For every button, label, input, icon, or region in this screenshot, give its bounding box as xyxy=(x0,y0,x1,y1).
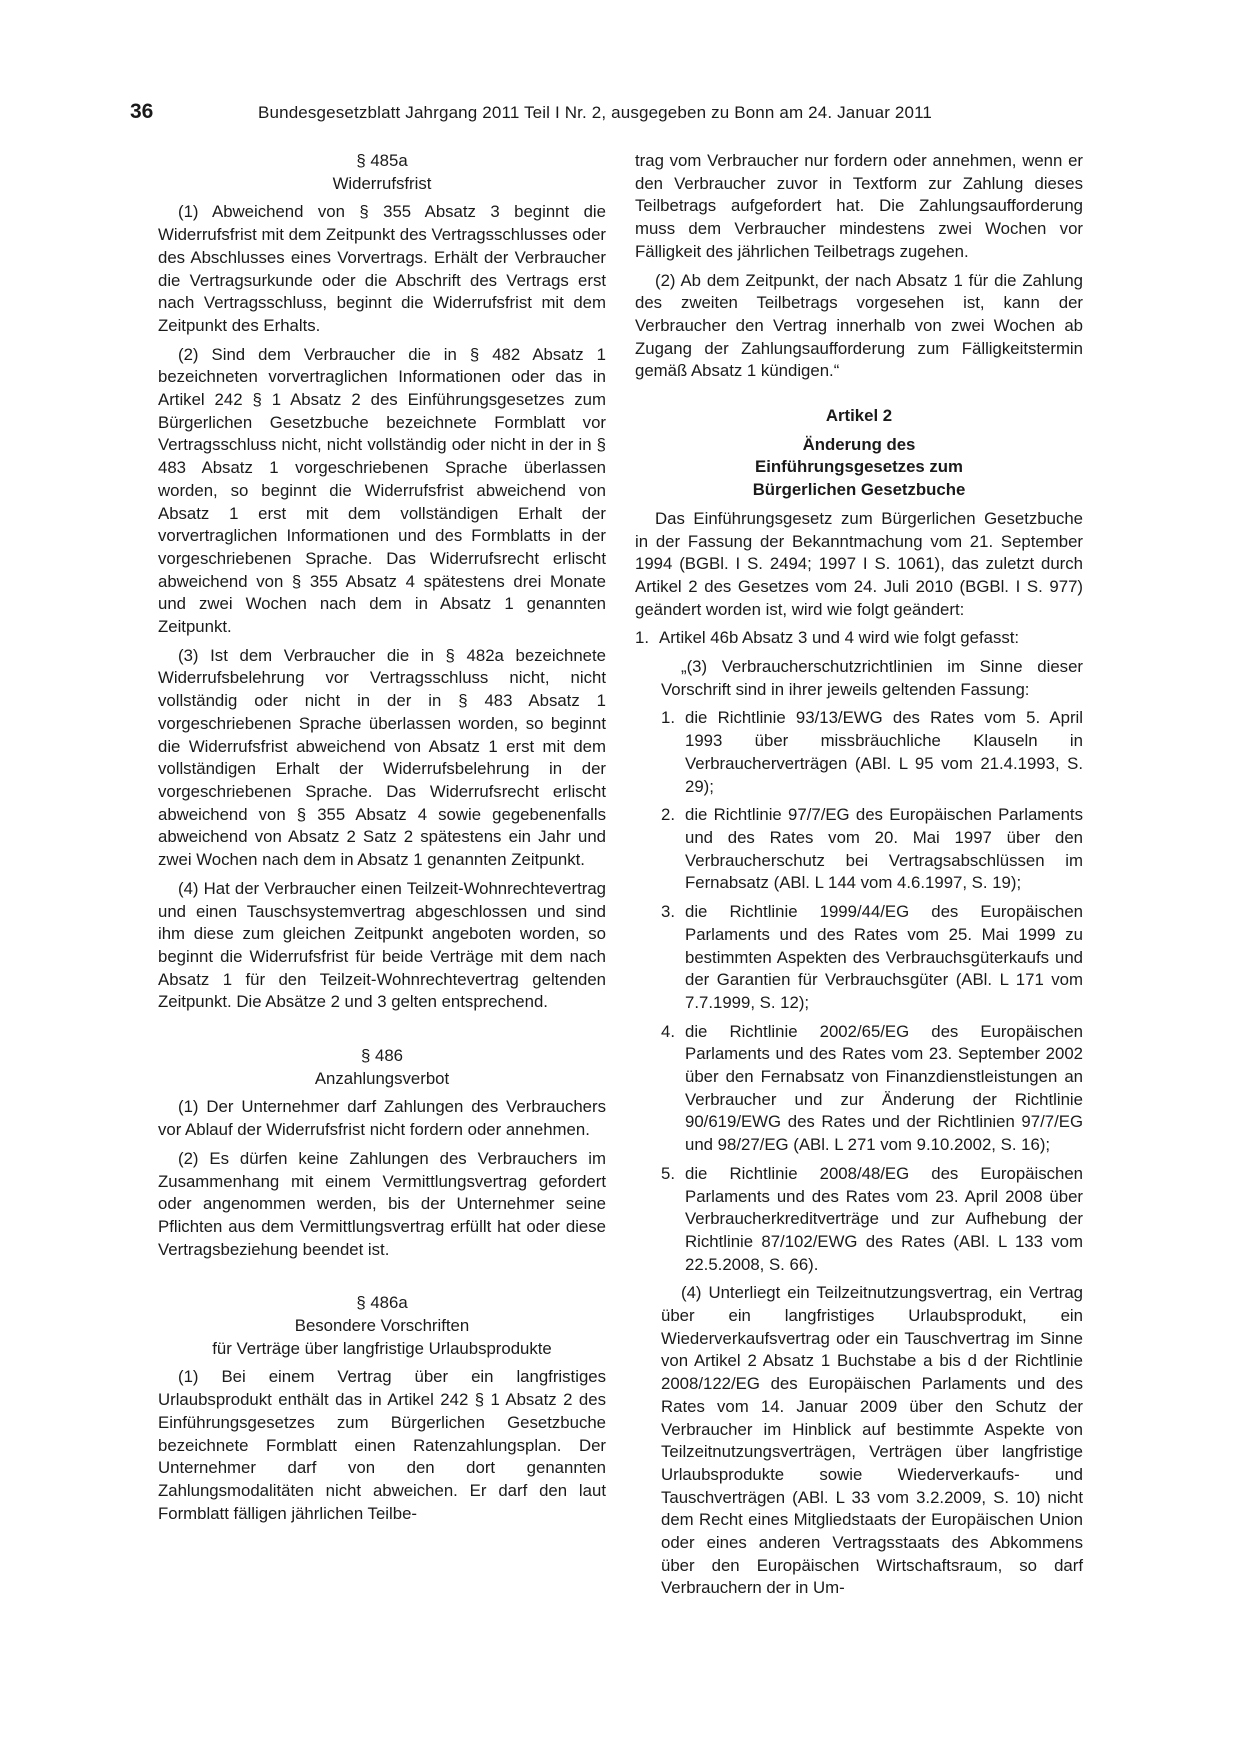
list-item-number: 5. xyxy=(661,1163,675,1183)
section-title: Besondere Vorschriften xyxy=(294,1316,470,1336)
paragraph: Das Einführungsgesetz zum Bürgerlichen Gesetzbuche in der Fassung der Bekanntmachung vom 21. September 1994 (BGBl. I S. 2494; 1997 I S. 1061), das zuletzt durch Artikel 2 des Gesetzes vom 24. Juli 2010 (BGBl. I S. 977) geändert worden ist, wird wie folgt geändert: xyxy=(635,508,1083,619)
list-item xyxy=(661,1021,1083,1157)
list-item xyxy=(661,1163,1083,1277)
paragraph: (2) Ab dem Zeitpunkt, der nach Absatz 1 für die Zahlung des zweiten Teilbetrags vorgesehen ist, kann der Verbraucher den Vertrag innerhalb von zwei Wochen ab Zugang der Zahlungsaufforderung zum Fälligkeitstermin gemäß Absatz 1 kündigen.“ xyxy=(635,270,1083,381)
list-item xyxy=(661,901,1083,1015)
section-title: Anzahlungsverbot xyxy=(314,1068,450,1088)
article-number: Artikel 2 xyxy=(825,406,893,426)
paragraph: (3) Ist dem Verbraucher die in § 482a bezeichnete Widerrufsbelehrung vor Vertragsschluss nicht, nicht vollständig oder nicht in der in § 483 Absatz 1 vorgeschriebenen Sprache überlassen worden, so beginnt die Widerrufsfrist abweichend von Absatz 1 erst mit dem vollständigen Erhalt der Widerrufsbelehrung in der vorgeschriebenen Sprache. Das Widerrufsrecht erlischt abweichend von § 355 Absatz 4 sowie gegebenenfalls abweichend von Absatz 2 Satz 2 spätestens ein Jahr und zwei Wochen nach dem in Absatz 1 genannten Zeitpunkt. xyxy=(158,645,606,870)
list-item-text: die Richtlinie 1999/44/EG des Europäischen Parlaments und des Rates vom 25. Mai 1999 zu bestimmten Aspekten des Verbrauchsgüterkaufs und der Garantien für Verbrauchsgüter (ABl. L 171 vom 7.7.1999, S. 12); xyxy=(685,902,1083,1012)
article-title: Einführungsgesetzes zum xyxy=(755,457,963,477)
section-number: § 486a xyxy=(356,1293,408,1313)
paragraph: (1) Bei einem Vertrag über ein langfristiges Urlaubsprodukt enthält das in Artikel 242 § 1 Absatz 2 des Einführungsgesetzes zum Bürgerlichen Gesetzbuche bezeichnete Formblatt einen Ratenzahlungsplan. Der Unternehmer darf von den dort genannten Zahlungsmodalitäten nicht abweichen. Er darf den laut Formblatt fälligen jährlichen Teilbe- xyxy=(158,1367,606,1523)
list-item xyxy=(661,804,1083,895)
list-item-number: 2. xyxy=(661,805,675,825)
section-title: Widerrufsfrist xyxy=(332,173,432,193)
paragraph: (4) Unterliegt ein Teilzeitnutzungsvertrag, ein Vertrag über ein langfristiges Urlaubsprodukt, ein Wiederverkaufsvertrag oder ein Tauschvertrag im Sinne von Artikel 2 Absatz 1 Buchstabe a bis d der Richtlinie 2008/122/EG des Europäischen Parlaments und des Rates vom 14. Januar 2009 über den Schutz der Verbraucher im Hinblick auf bestimmte Aspekte von Teilzeitnutzungsverträgen, Verträgen über langfristige Urlaubsprodukte sowie Wiederverkaufs- und Tauschverträgen (ABl. L 33 vom 3.2.2009, S. 10) nicht dem Recht eines Mitgliedstaats der Europäischen Union oder eines anderen Vertragsstaats des Abkommens über den Europäischen Wirtschaftsraum, so darf Verbrauchern der in Um- xyxy=(661,1283,1083,1598)
list-item-number: 1. xyxy=(635,628,649,648)
list-item-text: die Richtlinie 2008/48/EG des Europäischen Parlaments und des Rates vom 23. April 2008 über Verbraucherkreditverträge und zur Aufhebung der Richtlinie 87/102/EWG des Rates (ABl. L 133 vom 22.5.2008, S. 66). xyxy=(685,1163,1083,1274)
page-number: 36 xyxy=(130,100,154,123)
list-item-text: die Richtlinie 93/13/EWG des Rates vom 5. April 1993 über missbräuchliche Klauseln in Verbraucherverträgen (ABl. L 95 vom 21.4.1993, S. 29); xyxy=(685,708,1083,796)
section-subtitle: für Verträge über langfristige Urlaubsprodukte xyxy=(212,1338,552,1358)
paragraph: (2) Es dürfen keine Zahlungen des Verbrauchers im Zusammenhang mit einem Vermittlungsvertrag gefordert oder angenommen werden, bis der Unternehmer seine Pflichten aus dem Vermittlungsvertrag erfüllt hat oder diese Vertragsbeziehung beendet ist. xyxy=(158,1148,606,1259)
paragraph: (1) Abweichend von § 355 Absatz 3 beginnt die Widerrufsfrist mit dem Zeitpunkt des Vertragsschlusses oder des Abschlusses eines Vorvertrags. Erhält der Verbraucher die Vertragsurkunde oder die Abschrift des Vertrags erst nach Vertragsschluss, beginnt die Widerrufsfrist mit dem Zeitpunkt des Erhalts. xyxy=(158,202,606,335)
quoted-block xyxy=(635,656,1083,1600)
section-number: § 486 xyxy=(361,1046,403,1066)
list-item-number: 3. xyxy=(661,902,675,922)
paragraph: (1) Der Unternehmer darf Zahlungen des Verbrauchers vor Ablauf der Widerrufsfrist nicht fordern oder annehmen. xyxy=(158,1097,606,1140)
left-column xyxy=(158,150,606,1531)
section-number: § 485a xyxy=(356,151,408,170)
list-item-number: 4. xyxy=(661,1021,675,1041)
list-item xyxy=(635,627,1083,650)
paragraph: (4) Hat der Verbraucher einen Teilzeit-Wohnrechtevertrag und einen Tauschsystemvertrag abgeschlossen und sind ihm diese zum gleichen Zeitpunkt angeboten worden, so beginnt die Widerrufsfrist für beide Verträge mit dem nach Absatz 1 für den Teilzeit-Wohnrechtevertrag geltenden Zeitpunkt. Die Absätze 2 und 3 gelten entsprechend. xyxy=(158,878,606,1012)
list-item-text: die Richtlinie 2002/65/EG des Europäischen Parlaments und des Rates vom 23. September 2002 über den Fernabsatz von Finanzdienstleistungen an Verbraucher und zur Änderung der Richtlinie 90/619/EWG des Rates und der Richtlinien 97/7/EG und 98/27/EG (ABl. L 271 vom 9.10.2002, S. 16); xyxy=(685,1021,1083,1155)
paragraph: (2) Sind dem Verbraucher die in § 482 Absatz 1 bezeichneten vorvertraglichen Informationen oder das in Artikel 242 § 1 Absatz 2 des Einführungsgesetzes zum Bürgerlichen Gesetzbuche bezeichnete Formblatt vor Vertragsschluss nicht, nicht vollständig oder nicht in der in § 483 Absatz 1 vorgeschriebenen Sprache überlassen worden, so beginnt die Widerrufsfrist abweichend von Absatz 1 erst mit dem vollständigen Erhalt der vorvertraglichen Informationen und des Formblatts in der vorgeschriebenen Sprache. Das Widerrufsrecht erlischt abweichend von § 355 Absatz 4 spätestens drei Monate und zwei Wochen nach dem in Absatz 1 genannten Zeitpunkt. xyxy=(158,344,606,637)
list-item-number: 1. xyxy=(661,708,675,728)
quote-intro: „(3) Verbraucherschutzrichtlinien im Sinne dieser Vorschrift sind in ihrer jeweils geltenden Fassung: xyxy=(661,657,1083,699)
list-item-text: die Richtlinie 97/7/EG des Europäischen Parlaments und des Rates vom 20. Mai 1997 über den Verbraucherschutz bei Vertragsabschlüssen im Fernabsatz (ABl. L 144 vom 4.6.1997, S. 19); xyxy=(685,805,1083,893)
article-title: Bürgerlichen Gesetzbuche xyxy=(752,480,966,500)
paragraph: trag vom Verbraucher nur fordern oder annehmen, wenn er den Verbraucher zuvor in Textform zur Zahlung dieses Teilbetrags aufgefordert hat. Die Zahlungsaufforderung muss dem Verbraucher mindestens zwei Wochen vor Fälligkeit des jährlichen Teilbetrags zugehen. xyxy=(635,151,1083,261)
right-column xyxy=(635,150,1083,1606)
article-title: Änderung des xyxy=(802,434,916,454)
list-item-text: Artikel 46b Absatz 3 und 4 wird wie folgt gefasst: xyxy=(659,628,1020,648)
running-header: Bundesgesetzblatt Jahrgang 2011 Teil I Nr. 2, ausgegeben zu Bonn am 24. Januar 2011 xyxy=(258,103,933,122)
list-item xyxy=(661,707,1083,798)
